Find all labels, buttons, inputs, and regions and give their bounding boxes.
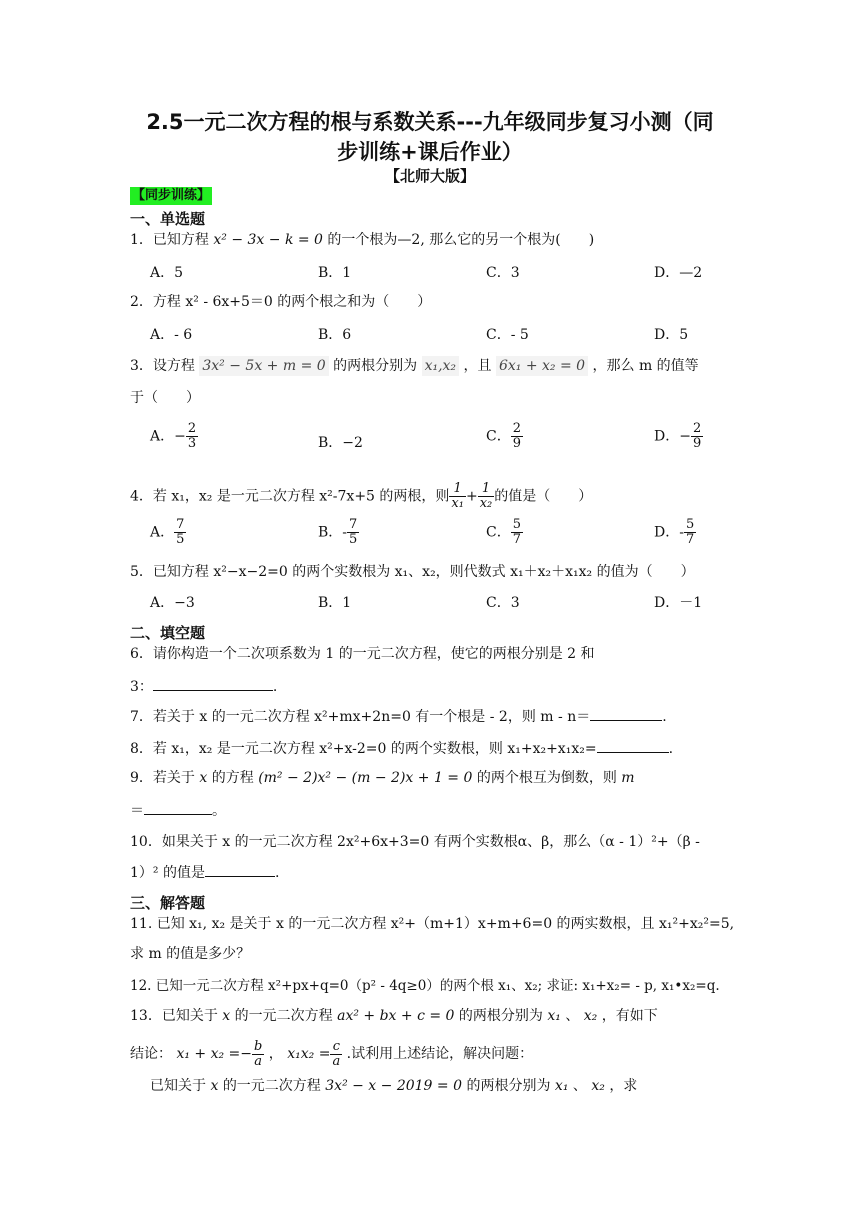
- question-9: 9．若关于 x 的方程 (m² − 2)x² − (m − 2)x + 1 = 0 的两个根互为倒数，则 m: [130, 770, 635, 786]
- question-10: 10．如果关于 x 的一元二次方程 2x²+6x+3=0 有两个实数根α、β，那么（α ‐ 1）²+（β ‐: [130, 834, 700, 850]
- q5-option-a[interactable]: A．−3: [150, 595, 195, 611]
- q11-line-2: 求 m 的值是多少？: [130, 946, 251, 962]
- q6-answer-blank[interactable]: [153, 676, 273, 691]
- section-single-choice: 一、单选题: [130, 210, 206, 228]
- q3-condition-image: 6x₁ + x₂ = 0: [496, 356, 588, 376]
- q8-answer-blank[interactable]: [597, 738, 669, 753]
- q3-prefix: 3．设方程: [130, 358, 195, 374]
- q13-equation: ax² + bx + c = 0: [337, 1008, 455, 1024]
- q2-option-a[interactable]: A．‐ 6: [150, 327, 193, 343]
- q13-line-3: 已知关于 x 的一元二次方程 3x² − x − 2019 = 0 的两根分别为 x₁ 、 x₂ ，求: [150, 1078, 638, 1094]
- q3-mid: 的两根分别为: [333, 358, 418, 374]
- question-4: 4．若 x₁，x₂ 是一元二次方程 x²-7x+5 的两根，则 $\frac{1}{\text{x₁}}$ + $\frac{1}{\text{x₂}}$ 的值是（ ）: [130, 481, 593, 511]
- q3-roots-image: x₁,x₂: [422, 356, 459, 376]
- q3-option-d[interactable]: D．− $\frac{2}{9}$: [654, 421, 702, 451]
- question-8: 8．若 x₁，x₂ 是一元二次方程 x²+x-2=0 的两个实数根，则 x₁+x₂+x₁x₂= .: [130, 738, 673, 759]
- q4-suffix: 的值是（ ）: [494, 488, 593, 505]
- q4-option-b[interactable]: B．- $\frac{7}{5}$: [318, 517, 358, 547]
- q1-option-d[interactable]: D．—2: [654, 265, 703, 281]
- q7-answer-blank[interactable]: [590, 706, 662, 721]
- q2-options: [150, 324, 750, 346]
- q3-suffix: ，那么 m 的值等: [592, 358, 699, 374]
- q4-prefix: 4．若 x₁，x₂ 是一元二次方程 x²-7x+5 的两根，则: [130, 488, 450, 505]
- q5-option-d[interactable]: D．－1: [654, 595, 703, 611]
- title-line-2: 步训练+课后作业）: [337, 140, 523, 164]
- q3-option-b[interactable]: B．−2: [318, 435, 363, 451]
- q5-option-b[interactable]: B．1: [318, 595, 352, 611]
- q4-option-c[interactable]: C． $\frac{5}{7}$: [486, 517, 521, 547]
- q3-option-a-fraction: $\frac{2}{3}$: [187, 421, 197, 451]
- q4-option-d[interactable]: D．- $\frac{5}{7}$: [654, 517, 695, 547]
- question-7: 7．若关于 x 的一元二次方程 x²+mx+2n=0 有一个根是 ‐ 2，则 m ‐ n＝ .: [130, 706, 667, 727]
- q5-option-c[interactable]: C．3: [486, 595, 520, 611]
- q3-mid2: ，且: [463, 358, 492, 374]
- q9-equation: (m² − 2)x² − (m − 2)x + 1 = 0: [258, 770, 473, 786]
- question-13: 13．已知关于 x 的一元二次方程 ax² + bx + c = 0 的两根分别为 x₁ 、 x₂ ，有如下: [130, 1008, 658, 1024]
- question-5: 5．已知方程 x²−x−2=0 的两个实数根为 x₁、x₂，则代数式 x₁＋x₂＋x₁x₂ 的值为（ ）: [130, 564, 695, 580]
- q3-option-a[interactable]: A．− $\frac{2}{3}$: [150, 421, 197, 451]
- q2-option-b[interactable]: B．6: [318, 327, 352, 343]
- q13-line-2: 结论： x₁ + x₂ =− $\frac{b}{a}$ ， x₁x₂ = $\frac{c}{a}$ .试利用上述结论，解决问题：: [130, 1038, 534, 1069]
- edition-label: 【北师大版】: [384, 167, 475, 185]
- q10-answer-blank[interactable]: [205, 862, 275, 877]
- q1-suffix: 的一个根为—2, 那么它的另一个根为( ): [327, 232, 595, 248]
- question-6: 6．请你构造一个二次项系数为 1 的一元二次方程，使它的两根分别是 2 和: [130, 646, 595, 662]
- q2-option-c[interactable]: C．‐ 5: [486, 327, 529, 343]
- q3-options: [150, 422, 750, 462]
- q4-fraction-1: $\frac{1}{\text{x₁}}$: [451, 481, 464, 511]
- q5-options: [150, 592, 750, 614]
- q4-option-a[interactable]: A． $\frac{7}{5}$: [150, 517, 185, 547]
- question-2: 2．方程 x² ‐ 6x+5＝0 的两个根之和为（ ）: [130, 294, 432, 310]
- question-3: [130, 356, 699, 376]
- q4-options: [150, 518, 750, 554]
- q1-options: [150, 262, 750, 284]
- q3-line-2: 于（ ）: [130, 390, 200, 406]
- q4-fraction-2: $\frac{1}{\text{x₂}}$: [479, 481, 493, 511]
- q3-equation-image: 3x² − 5x + m = 0: [199, 356, 328, 376]
- q2-option-d[interactable]: D．5: [654, 327, 689, 343]
- q1-prefix: 1．已知方程: [130, 232, 209, 248]
- section-solve: 三、解答题: [130, 894, 206, 912]
- q1-option-b[interactable]: B．1: [318, 265, 352, 281]
- q3-option-c[interactable]: C． $\frac{2}{9}$: [486, 421, 521, 451]
- q1-equation: x² − 3x − k = 0: [213, 232, 323, 248]
- question-11: 11. 已知 x₁, x₂ 是关于 x 的一元二次方程 x²+（m+1）x+m+6=0 的两实数根，且 x₁²+x₂²=5,: [130, 916, 735, 932]
- q3-option-c-fraction: $\frac{2}{9}$: [512, 421, 521, 451]
- q3-option-d-fraction: $\frac{2}{9}$: [692, 421, 702, 451]
- section-fill-blank: 二、填空题: [130, 624, 206, 642]
- q13-sum-formula: x₁ + x₂ =−: [176, 1046, 253, 1062]
- q9-line-2: ＝ 。: [130, 800, 226, 821]
- q13-given-equation: 3x² − x − 2019 = 0: [325, 1078, 463, 1094]
- q1-option-a[interactable]: A．5: [150, 265, 184, 281]
- title-line-1: 2.5一元二次方程的根与系数关系---九年级同步复习小测（同: [146, 110, 714, 134]
- q13-product-formula: x₁x₂ =: [287, 1046, 331, 1062]
- question-1: [130, 230, 594, 250]
- q9-answer-blank[interactable]: [144, 800, 212, 815]
- sync-training-tag: 【同步训练】: [132, 188, 211, 203]
- q1-option-c[interactable]: C．3: [486, 265, 520, 281]
- q6-line-2: 3： .: [130, 676, 277, 697]
- q10-line-2: 1）² 的值是 .: [130, 862, 279, 883]
- question-12: 12. 已知一元二次方程 x²+px+q=0（p² ‐ 4q≥0）的两个根 x₁、x₂; 求证: x₁+x₂= ‐ p, x₁•x₂=q.: [130, 978, 720, 994]
